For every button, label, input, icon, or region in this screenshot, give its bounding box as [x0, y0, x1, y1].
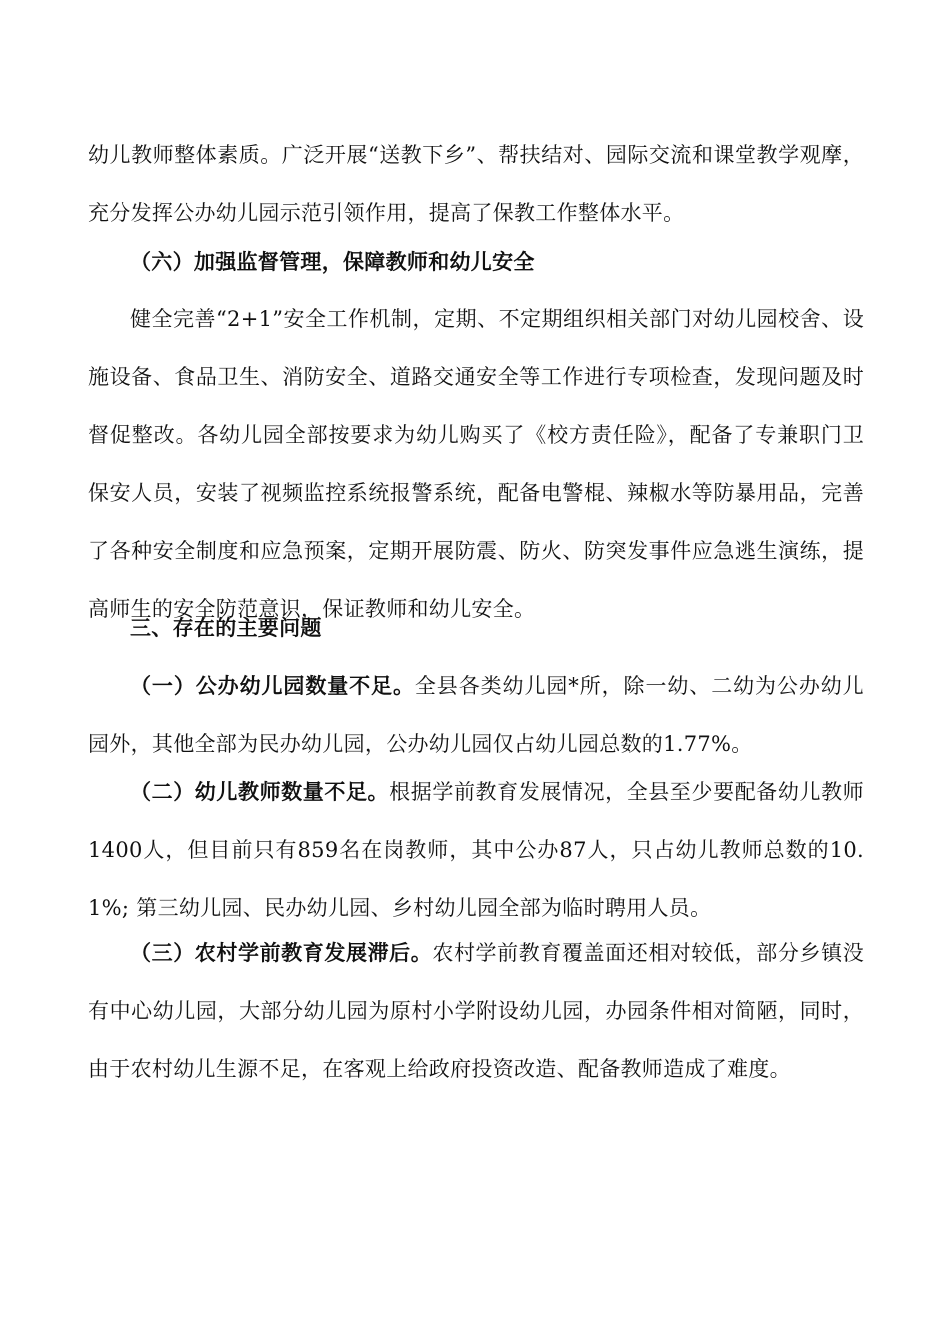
section-heading-main-problems: 三、存在的主要问题 — [130, 615, 322, 640]
paragraph-problem-two — [88, 763, 864, 937]
paragraph-teacher-quality: 幼儿教师整体素质。广泛开展“送教下乡”、帮扶结对、园际交流和课堂教学观摩，充分发挥公办幼儿园示范引领作用，提高了保教工作整体水平。 — [88, 143, 864, 225]
paragraph-safety-mechanism: 健全完善“2+1”安全工作机制，定期、不定期组织相关部门对幼儿园校舍、设施设备、食品卫生、消防安全、道路交通安全等工作进行专项检查，发现问题及时督促整改。各幼儿园全部按要求为幼儿购买了《校方责任险》，配备了专兼职门卫保安人员，安装了视频监控系统报警系统，配备电警棍、辣椒水等防暴用品，完善了各种安全制度和应急预案，定期开展防震、防火、防突发事件应急逃生演练，提高师生的安全防范意识，保证教师和幼儿安全。 — [88, 307, 864, 621]
problem-three-lead: （三）农村学前教育发展滞后。 — [130, 940, 433, 965]
paragraph-problem-three — [88, 924, 864, 1098]
paragraph-problem-one — [88, 657, 864, 773]
problem-two-lead: （二）幼儿教师数量不足。 — [130, 779, 390, 804]
problem-two-body: 根据学前教育发展情况，全县至少要配备幼儿教师1400人，但目前只有859名在岗教师，其中公办87人，只占幼儿教师总数的10.1%; 第三幼儿园、民办幼儿园、乡村幼儿园全部为临时聘用人员。 — [88, 780, 864, 920]
section-heading-six: （六）加强监督管理，保障教师和幼儿安全 — [130, 249, 535, 274]
problem-one-lead: （一）公办幼儿园数量不足。 — [130, 673, 415, 698]
problem-one-body: 全县各类幼儿园*所，除一幼、二幼为公办幼儿园外，其他全部为民办幼儿园，公办幼儿园仅占幼儿园总数的1.77%。 — [88, 674, 864, 756]
problem-three-body: 农村学前教育覆盖面还相对较低，部分乡镇没有中心幼儿园，大部分幼儿园为原村小学附设幼儿园，办园条件相对简陋，同时，由于农村幼儿生源不足，在客观上给政府投资改造、配备教师造成了难度。 — [88, 941, 864, 1081]
